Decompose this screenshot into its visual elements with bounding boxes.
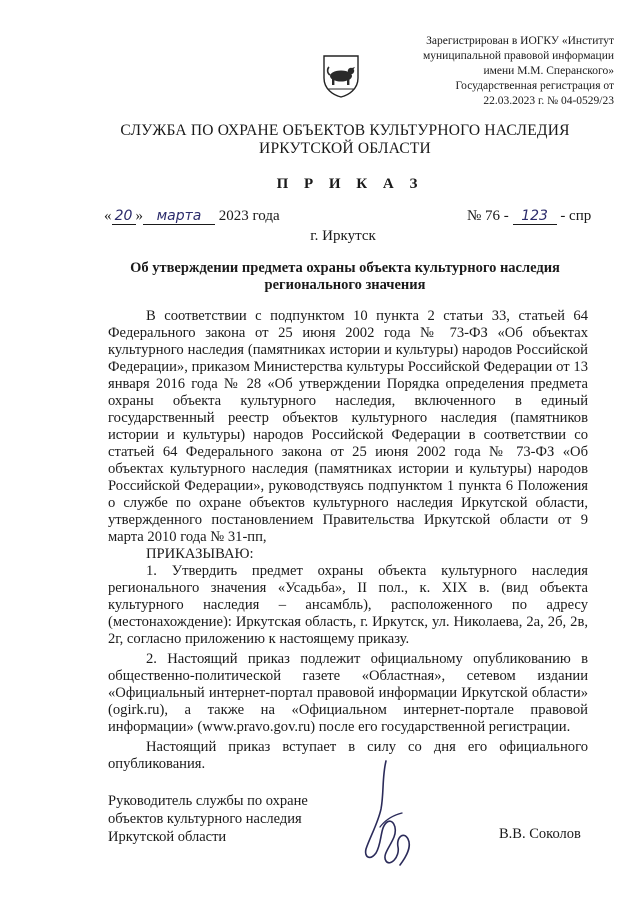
handwritten-signature [360,757,420,871]
document-number [467,208,591,225]
signatory-title [108,792,308,846]
order-item: 1. Утвердить предмет охраны объекта культурного наследия регионального значения «Усадьба», II пол., к. XIX в. (вид объекта культурного наследия – ансамбль), расположенного по адресу (местонахождение): Иркутская область, г. Иркутск, ул. Николаева, 2а, 2б, 2в, 2г, согласно приложению к настоящему приказу. [108,563,588,647]
signatory-title-line: Иркутской области [108,829,227,845]
date-open-quote: « [104,208,112,224]
order-word: ПРИКАЗЫВАЮ: [146,546,254,562]
signatory-name: В.В. Соколов [499,826,581,842]
date-month: марта [143,208,215,225]
organization-name-line: СЛУЖБА ПО ОХРАНЕ ОБЪЕКТОВ КУЛЬТУРНОГО НАСЛЕДИЯ [120,122,570,139]
registration-line: имени М.М. Сперанского» [483,65,614,77]
registration-line: Государственная регистрация от [455,80,614,92]
date-day: 20 [112,208,136,225]
number-suffix: - спр [560,208,592,224]
signatory-title-line: Руководитель службы по охране [108,793,308,809]
registration-line: 22.03.2023 г. № 04-0529/23 [483,95,614,107]
preamble-paragraph: В соответствии с подпунктом 10 пункта 2 статьи 33, статьей 64 Федерального закона от 25 июня 2002 года № 73-ФЗ «Об объектах культурного наследия (памятниках истории и культуры) народов Российской Федерации», приказом Министерства культуры Российской Федерации от 13 января 2016 года № 28 «Об утверждении Порядка определения предмета охраны объекта культурного наследия, включенного в единый государственный реестр объектов культурного наследия (памятников истории и культуры) народов Российской Федерации в соответствии со статьей 64 Федерального закона от 25 июня 2002 года № 73-ФЗ «Об объектах культурного наследия (памятниках истории и культуры) народов Российской Федерации», руководствуясь подпунктом 1 пункта 6 Положения о службе по охране объектов культурного наследия Иркутской области, утвержденного постановлением Правительства Иркутской области от 9 марта 2010 года № 31-пп, [108,308,588,545]
organization-name [0,122,640,158]
signatory-title-line: объектов культурного наследия [108,811,302,827]
document-subject [110,260,580,294]
closing-paragraph: Настоящий приказ вступает в силу со дня его официального опубликования. [108,739,588,772]
date-year: 2023 года [218,208,280,224]
document-city: г. Иркутск [310,228,376,244]
registration-line: Зарегистрирован в ИОГКУ «Институт [426,35,614,47]
document-type: П Р И К А З [276,176,424,192]
document-body [108,308,588,773]
number-value: 123 [513,208,557,225]
number-prefix: № 76 - [467,208,509,224]
registration-note [388,34,614,109]
subject-line: Об утверждении предмета охраны объекта культурного наследия [130,260,560,276]
subject-line: регионального значения [264,277,426,293]
registration-line: муниципальной правовой информации [422,50,614,62]
date-close-quote: » [135,208,143,224]
document-date [104,208,280,225]
organization-name-line: ИРКУТСКОЙ ОБЛАСТИ [259,140,431,157]
coat-of-arms-icon [322,54,360,98]
order-item: 2. Настоящий приказ подлежит официальному опубликованию в общественно-политической газете «Областная», сетевом издании «Официальный интернет-портал правовой информации Иркутской области» (ogirk.ru), а также на «Официальном интернет-портале правовой информации» (www.pravo.gov.ru) после его государственной регистрации. [108,651,588,735]
